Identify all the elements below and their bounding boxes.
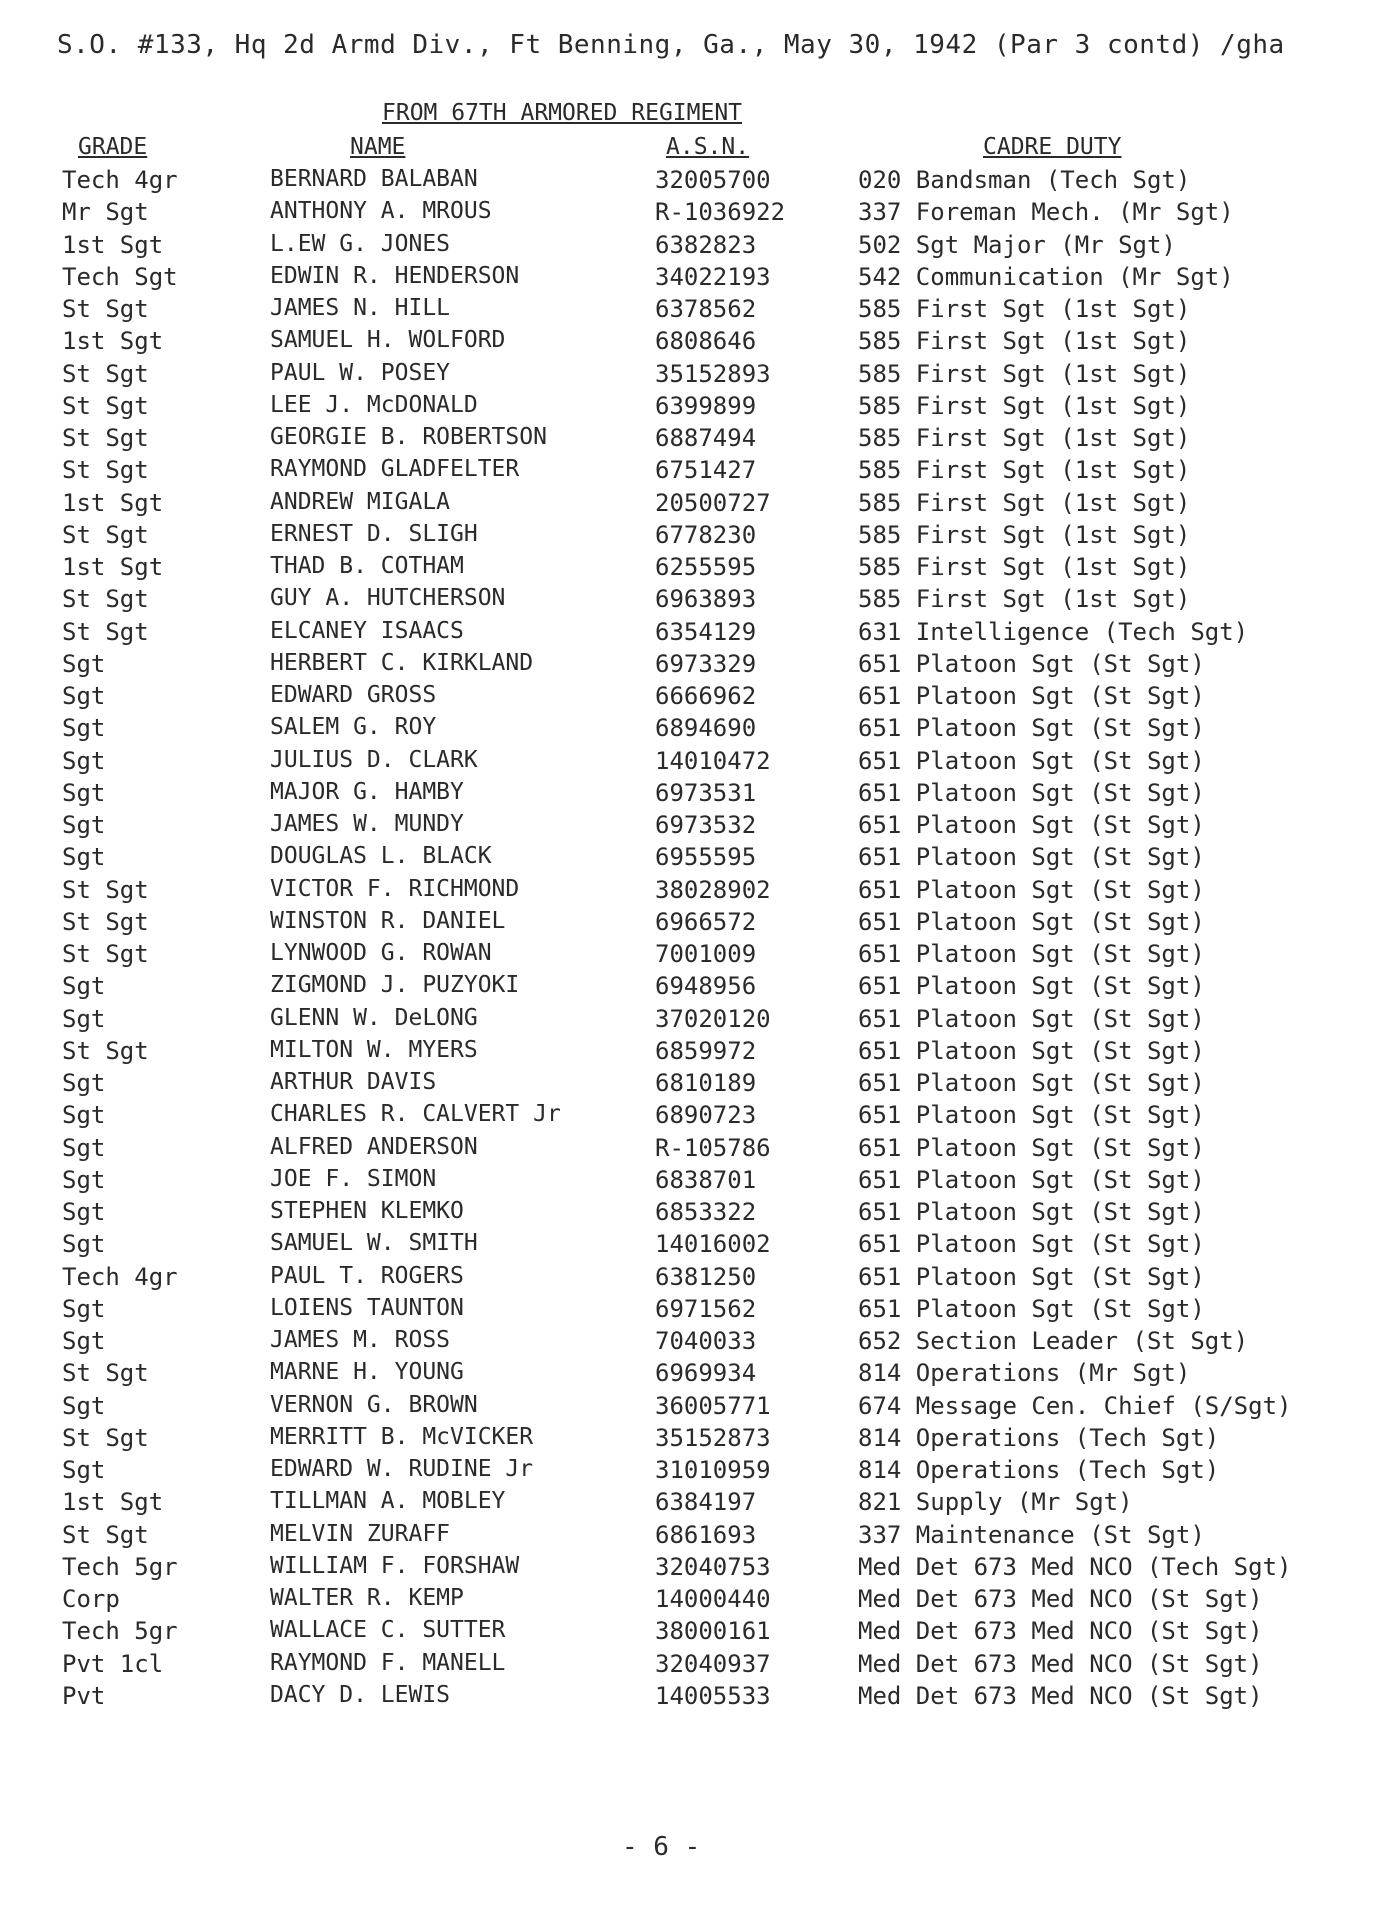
cadre-duty-cell: 585 First Sgt (1st Sgt) xyxy=(858,488,1191,517)
asn-cell: 34022193 xyxy=(655,262,771,291)
asn-cell: 14016002 xyxy=(655,1230,771,1259)
name-cell: JAMES M. ROSS xyxy=(270,1327,451,1353)
asn-cell: 20500727 xyxy=(655,488,771,517)
asn-cell: 6853322 xyxy=(655,1198,757,1226)
asn-cell: 37020120 xyxy=(655,1004,771,1033)
cadre-duty-cell: 674 Message Cen. Chief (S/Sgt) xyxy=(858,1391,1292,1420)
grade-cell: St Sgt xyxy=(62,907,149,936)
grade-cell: Sgt xyxy=(62,1133,106,1162)
table-row xyxy=(0,811,1384,843)
table-row xyxy=(0,360,1384,392)
grade-cell: Sgt xyxy=(62,682,106,710)
cadre-duty-cell: 651 Platoon Sgt (St Sgt) xyxy=(858,1036,1205,1065)
name-cell: ALFRED ANDERSON xyxy=(270,1133,478,1160)
name-cell: JAMES W. MUNDY xyxy=(270,811,464,837)
cadre-duty-cell: 631 Intelligence (Tech Sgt) xyxy=(858,617,1249,646)
grade-cell: St Sgt xyxy=(62,875,149,904)
cadre-duty-cell: 585 First Sgt (1st Sgt) xyxy=(858,391,1191,420)
table-row xyxy=(0,1069,1384,1101)
grade-cell: St Sgt xyxy=(62,391,149,420)
grade-cell: Tech 5gr xyxy=(62,1617,178,1646)
table-row xyxy=(0,747,1384,779)
cadre-duty-cell: 651 Platoon Sgt (St Sgt) xyxy=(858,1294,1205,1323)
asn-cell: 6890723 xyxy=(655,1101,757,1130)
name-cell: ANDREW MIGALA xyxy=(270,488,451,515)
grade-cell: 1st Sgt xyxy=(62,327,164,356)
name-cell: EDWIN R. HENDERSON xyxy=(270,262,520,289)
column-header-grade: GRADE xyxy=(78,134,148,160)
table-row xyxy=(0,1101,1384,1133)
name-cell: VERNON G. BROWN xyxy=(270,1391,478,1418)
cadre-duty-cell: 651 Platoon Sgt (St Sgt) xyxy=(858,843,1205,872)
order-header: S.O. #133, Hq 2d Armd Div., Ft Benning, Ga., May 30, 1942 (Par 3 contd) /gha xyxy=(57,30,1285,60)
asn-cell: 6861693 xyxy=(655,1520,757,1549)
asn-cell: 6963893 xyxy=(655,585,757,614)
table-row xyxy=(0,940,1384,972)
cadre-duty-cell: 585 First Sgt (1st Sgt) xyxy=(858,327,1191,356)
grade-cell: Sgt xyxy=(62,649,106,678)
grade-cell: St Sgt xyxy=(62,1359,149,1388)
grade-cell: St Sgt xyxy=(62,617,149,646)
table-row xyxy=(0,1488,1384,1520)
name-cell: SALEM G. ROY xyxy=(270,714,437,741)
table-row xyxy=(0,1359,1384,1391)
name-cell: LOIENS TAUNTON xyxy=(270,1294,464,1321)
column-header-asn: A.S.N. xyxy=(666,134,750,160)
table-row xyxy=(0,843,1384,875)
table-row xyxy=(0,876,1384,908)
table-row xyxy=(0,198,1384,230)
asn-cell: 6382823 xyxy=(655,230,757,259)
grade-cell: Sgt xyxy=(62,1391,106,1420)
name-cell: VICTOR F. RICHMOND xyxy=(270,875,520,902)
name-cell: GEORGIE B. ROBERTSON xyxy=(270,424,547,450)
table-row xyxy=(0,1005,1384,1037)
asn-cell: 6255595 xyxy=(655,553,757,581)
grade-cell: Sgt xyxy=(62,1165,106,1194)
grade-cell: Sgt xyxy=(62,1327,106,1355)
asn-cell: 36005771 xyxy=(655,1391,771,1420)
cadre-duty-cell: 542 Communication (Mr Sgt) xyxy=(858,262,1234,291)
table-row xyxy=(0,295,1384,327)
cadre-duty-cell: 821 Supply (Mr Sgt) xyxy=(858,1488,1133,1517)
cadre-duty-cell: 585 First Sgt (1st Sgt) xyxy=(858,359,1191,388)
name-cell: JULIUS D. CLARK xyxy=(270,746,478,773)
cadre-duty-cell: 020 Bandsman (Tech Sgt) xyxy=(858,166,1191,194)
asn-cell: 6666962 xyxy=(655,682,757,710)
asn-cell: 35152893 xyxy=(655,359,771,388)
asn-cell: 38000161 xyxy=(655,1617,771,1646)
table-row xyxy=(0,166,1384,198)
asn-cell: 6810189 xyxy=(655,1069,757,1097)
name-cell: WILLIAM F. FORSHAW xyxy=(270,1552,520,1579)
grade-cell: Sgt xyxy=(62,1456,106,1484)
name-cell: BERNARD BALABAN xyxy=(270,166,478,192)
grade-cell: St Sgt xyxy=(62,520,149,549)
name-cell: TILLMAN A. MOBLEY xyxy=(270,1488,506,1515)
asn-cell: 6887494 xyxy=(655,424,757,452)
asn-cell: 6778230 xyxy=(655,520,757,549)
table-row xyxy=(0,618,1384,650)
name-cell: GUY A. HUTCHERSON xyxy=(270,585,506,612)
asn-cell: 32040937 xyxy=(655,1649,771,1678)
cadre-duty-cell: Med Det 673 Med NCO (St Sgt) xyxy=(858,1585,1263,1613)
table-row xyxy=(0,1295,1384,1327)
name-cell: MERRITT B. McVICKER xyxy=(270,1423,534,1450)
grade-cell: Pvt 1cl xyxy=(62,1649,164,1678)
name-cell: JAMES N. HILL xyxy=(270,295,451,321)
grade-cell: St Sgt xyxy=(62,585,149,614)
column-header-cadre-duty: CADRE DUTY xyxy=(983,134,1122,160)
cadre-duty-cell: 337 Maintenance (St Sgt) xyxy=(858,1520,1205,1549)
name-cell: WINSTON R. DANIEL xyxy=(270,907,506,934)
grade-cell: Sgt xyxy=(62,1230,106,1259)
grade-cell: 1st Sgt xyxy=(62,230,164,259)
section-title: FROM 67TH ARMORED REGIMENT xyxy=(382,100,743,126)
name-cell: WALLACE C. SUTTER xyxy=(270,1617,506,1644)
cadre-duty-cell: 651 Platoon Sgt (St Sgt) xyxy=(858,1230,1205,1259)
table-row xyxy=(0,1424,1384,1456)
name-cell: SAMUEL H. WOLFORD xyxy=(270,327,506,354)
cadre-duty-cell: 651 Platoon Sgt (St Sgt) xyxy=(858,940,1205,968)
cadre-duty-cell: 651 Platoon Sgt (St Sgt) xyxy=(858,778,1205,807)
grade-cell: 1st Sgt xyxy=(62,1488,164,1517)
grade-cell: Tech Sgt xyxy=(62,262,178,291)
cadre-duty-cell: 585 First Sgt (1st Sgt) xyxy=(858,520,1191,549)
cadre-duty-cell: 814 Operations (Tech Sgt) xyxy=(858,1423,1220,1452)
grade-cell: Tech 4gr xyxy=(62,166,178,194)
asn-cell: 6971562 xyxy=(655,1294,757,1323)
column-header-name: NAME xyxy=(350,134,406,160)
roster-table xyxy=(0,166,1384,1714)
grade-cell: Corp xyxy=(62,1585,120,1613)
cadre-duty-cell: 651 Platoon Sgt (St Sgt) xyxy=(858,1165,1205,1194)
grade-cell: Sgt xyxy=(62,811,106,839)
cadre-duty-cell: Med Det 673 Med NCO (Tech Sgt) xyxy=(858,1552,1292,1581)
name-cell: HERBERT C. KIRKLAND xyxy=(270,649,534,676)
cadre-duty-cell: 585 First Sgt (1st Sgt) xyxy=(858,424,1191,452)
cadre-duty-cell: 814 Operations (Tech Sgt) xyxy=(858,1456,1220,1484)
asn-cell: 32040753 xyxy=(655,1552,771,1581)
cadre-duty-cell: 651 Platoon Sgt (St Sgt) xyxy=(858,714,1205,743)
table-row xyxy=(0,714,1384,746)
table-row xyxy=(0,424,1384,456)
grade-cell: Sgt xyxy=(62,1294,106,1323)
grade-cell: Sgt xyxy=(62,1069,106,1097)
asn-cell: 7001009 xyxy=(655,940,757,968)
cadre-duty-cell: 651 Platoon Sgt (St Sgt) xyxy=(858,682,1205,710)
grade-cell: Sgt xyxy=(62,972,106,1001)
name-cell: PAUL W. POSEY xyxy=(270,359,451,386)
table-row xyxy=(0,392,1384,424)
grade-cell: Tech 5gr xyxy=(62,1552,178,1581)
cadre-duty-cell: 502 Sgt Major (Mr Sgt) xyxy=(858,230,1176,259)
grade-cell: Mr Sgt xyxy=(62,198,149,227)
cadre-duty-cell: 651 Platoon Sgt (St Sgt) xyxy=(858,1069,1205,1097)
name-cell: STEPHEN KLEMKO xyxy=(270,1198,464,1224)
table-row xyxy=(0,553,1384,585)
cadre-duty-cell: Med Det 673 Med NCO (St Sgt) xyxy=(858,1617,1263,1646)
name-cell: ERNEST D. SLIGH xyxy=(270,520,478,547)
asn-cell: 6948956 xyxy=(655,972,757,1001)
grade-cell: St Sgt xyxy=(62,1423,149,1452)
table-row xyxy=(0,908,1384,940)
name-cell: MELVIN ZURAFF xyxy=(270,1520,451,1547)
grade-cell: St Sgt xyxy=(62,456,149,485)
name-cell: SAMUEL W. SMITH xyxy=(270,1230,478,1257)
page-number: - 6 - xyxy=(622,1832,701,1862)
asn-cell: 6808646 xyxy=(655,327,757,356)
cadre-duty-cell: 651 Platoon Sgt (St Sgt) xyxy=(858,1262,1205,1291)
cadre-duty-cell: 651 Platoon Sgt (St Sgt) xyxy=(858,811,1205,839)
name-cell: MAJOR G. HAMBY xyxy=(270,778,464,805)
cadre-duty-cell: 651 Platoon Sgt (St Sgt) xyxy=(858,907,1205,936)
table-row xyxy=(0,456,1384,488)
name-cell: RAYMOND GLADFELTER xyxy=(270,456,520,483)
name-cell: L.EW G. JONES xyxy=(270,230,451,257)
grade-cell: Sgt xyxy=(62,843,106,872)
name-cell: THAD B. COTHAM xyxy=(270,553,464,579)
asn-cell: 14005533 xyxy=(655,1681,771,1710)
name-cell: JOE F. SIMON xyxy=(270,1165,437,1192)
asn-cell: R-1036922 xyxy=(655,198,786,227)
cadre-duty-cell: 814 Operations (Mr Sgt) xyxy=(858,1359,1191,1388)
table-row xyxy=(0,779,1384,811)
grade-cell: St Sgt xyxy=(62,1520,149,1549)
name-cell: EDWARD GROSS xyxy=(270,682,437,708)
table-row xyxy=(0,1166,1384,1198)
cadre-duty-cell: 585 First Sgt (1st Sgt) xyxy=(858,456,1191,485)
table-row xyxy=(0,1585,1384,1617)
cadre-duty-cell: 651 Platoon Sgt (St Sgt) xyxy=(858,649,1205,678)
cadre-duty-cell: 585 First Sgt (1st Sgt) xyxy=(858,585,1191,614)
asn-cell: 6381250 xyxy=(655,1262,757,1291)
cadre-duty-cell: 651 Platoon Sgt (St Sgt) xyxy=(858,1004,1205,1033)
cadre-duty-cell: 652 Section Leader (St Sgt) xyxy=(858,1327,1249,1355)
asn-cell: 6384197 xyxy=(655,1488,757,1517)
grade-cell: St Sgt xyxy=(62,1036,149,1065)
grade-cell: Sgt xyxy=(62,1004,106,1033)
cadre-duty-cell: 585 First Sgt (1st Sgt) xyxy=(858,553,1191,581)
grade-cell: Sgt xyxy=(62,1101,106,1130)
grade-cell: St Sgt xyxy=(62,359,149,388)
table-row xyxy=(0,1553,1384,1585)
table-row xyxy=(0,1456,1384,1488)
table-row xyxy=(0,1682,1384,1714)
name-cell: GLENN W. DeLONG xyxy=(270,1004,478,1031)
asn-cell: 14000440 xyxy=(655,1585,771,1613)
asn-cell: 35152873 xyxy=(655,1423,771,1452)
asn-cell: 6969934 xyxy=(655,1359,757,1388)
name-cell: ELCANEY ISAACS xyxy=(270,617,464,644)
asn-cell: 6955595 xyxy=(655,843,757,872)
name-cell: MILTON W. MYERS xyxy=(270,1036,478,1063)
asn-cell: 6973532 xyxy=(655,811,757,839)
name-cell: ZIGMOND J. PUZYOKI xyxy=(270,972,520,999)
cadre-duty-cell: Med Det 673 Med NCO (St Sgt) xyxy=(858,1681,1263,1710)
table-row xyxy=(0,1198,1384,1230)
name-cell: ANTHONY A. MROUS xyxy=(270,198,492,225)
asn-cell: 6378562 xyxy=(655,295,757,323)
name-cell: WALTER R. KEMP xyxy=(270,1585,464,1611)
asn-cell: 6973329 xyxy=(655,649,757,678)
asn-cell: 38028902 xyxy=(655,875,771,904)
asn-cell: 6399899 xyxy=(655,391,757,420)
table-row xyxy=(0,327,1384,359)
cadre-duty-cell: Med Det 673 Med NCO (St Sgt) xyxy=(858,1649,1263,1678)
asn-cell: 32005700 xyxy=(655,166,771,194)
grade-cell: 1st Sgt xyxy=(62,488,164,517)
name-cell: LEE J. McDONALD xyxy=(270,391,478,418)
grade-cell: St Sgt xyxy=(62,295,149,323)
name-cell: ARTHUR DAVIS xyxy=(270,1069,437,1095)
asn-cell: 6859972 xyxy=(655,1036,757,1065)
asn-cell: 6354129 xyxy=(655,617,757,646)
asn-cell: 6966572 xyxy=(655,907,757,936)
table-row xyxy=(0,682,1384,714)
name-cell: CHARLES R. CALVERT Jr xyxy=(270,1101,561,1128)
table-row xyxy=(0,489,1384,521)
grade-cell: Pvt xyxy=(62,1681,106,1710)
cadre-duty-cell: 651 Platoon Sgt (St Sgt) xyxy=(858,746,1205,775)
table-row xyxy=(0,1392,1384,1424)
grade-cell: St Sgt xyxy=(62,940,149,968)
cadre-duty-cell: 651 Platoon Sgt (St Sgt) xyxy=(858,875,1205,904)
grade-cell: Sgt xyxy=(62,778,106,807)
grade-cell: St Sgt xyxy=(62,424,149,452)
asn-cell: 6973531 xyxy=(655,778,757,807)
table-row xyxy=(0,1617,1384,1649)
asn-cell: 6751427 xyxy=(655,456,757,485)
table-row xyxy=(0,521,1384,553)
table-row xyxy=(0,972,1384,1004)
table-row xyxy=(0,1230,1384,1262)
table-row xyxy=(0,1134,1384,1166)
name-cell: LYNWOOD G. ROWAN xyxy=(270,940,492,966)
grade-cell: Tech 4gr xyxy=(62,1262,178,1291)
name-cell: DACY D. LEWIS xyxy=(270,1681,451,1708)
cadre-duty-cell: 651 Platoon Sgt (St Sgt) xyxy=(858,1101,1205,1130)
table-row xyxy=(0,585,1384,617)
asn-cell: 6838701 xyxy=(655,1165,757,1194)
table-row xyxy=(0,1650,1384,1682)
grade-cell: 1st Sgt xyxy=(62,553,164,581)
asn-cell: 31010959 xyxy=(655,1456,771,1484)
grade-cell: Sgt xyxy=(62,714,106,743)
cadre-duty-cell: 585 First Sgt (1st Sgt) xyxy=(858,295,1191,323)
table-row xyxy=(0,650,1384,682)
table-row xyxy=(0,1263,1384,1295)
cadre-duty-cell: 651 Platoon Sgt (St Sgt) xyxy=(858,1198,1205,1226)
cadre-duty-cell: 337 Foreman Mech. (Mr Sgt) xyxy=(858,198,1234,227)
grade-cell: Sgt xyxy=(62,1198,106,1226)
name-cell: DOUGLAS L. BLACK xyxy=(270,843,492,870)
table-row xyxy=(0,1521,1384,1553)
name-cell: EDWARD W. RUDINE Jr xyxy=(270,1456,534,1482)
table-row xyxy=(0,1327,1384,1359)
cadre-duty-cell: 651 Platoon Sgt (St Sgt) xyxy=(858,1133,1205,1162)
asn-cell: 7040033 xyxy=(655,1327,757,1355)
table-row xyxy=(0,263,1384,295)
name-cell: MARNE H. YOUNG xyxy=(270,1359,464,1386)
asn-cell: R-105786 xyxy=(655,1133,771,1162)
table-row xyxy=(0,1037,1384,1069)
table-row xyxy=(0,231,1384,263)
grade-cell: Sgt xyxy=(62,746,106,775)
asn-cell: 14010472 xyxy=(655,746,771,775)
cadre-duty-cell: 651 Platoon Sgt (St Sgt) xyxy=(858,972,1205,1001)
name-cell: RAYMOND F. MANELL xyxy=(270,1649,506,1676)
asn-cell: 6894690 xyxy=(655,714,757,743)
name-cell: PAUL T. ROGERS xyxy=(270,1262,464,1289)
